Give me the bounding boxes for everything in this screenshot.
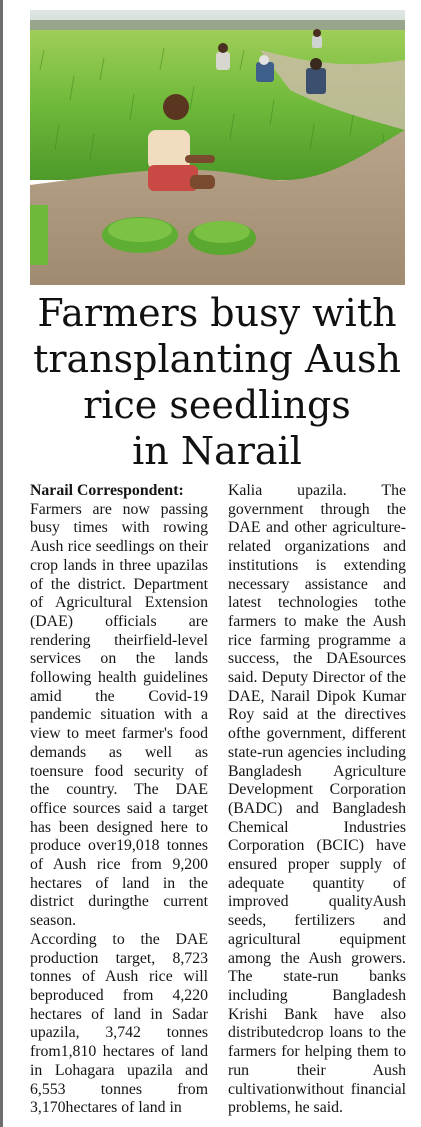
headline-line-1: Farmers busy with <box>37 291 397 335</box>
column-rule <box>0 0 3 1127</box>
article-column-2 <box>228 482 406 1118</box>
headline-line-2: transplanting Aush <box>33 337 401 381</box>
headline <box>24 290 410 474</box>
paragraph-2: According to the DAE production target, 8,723 tonnes of Aush rice will beproduced from 4,220 hectares of land in Sadar upazila, 3,742 tonnes from1,810 hectares of land in Lohagara upazila and 6,553 tonnes from 3,170hectares of land in <box>30 930 208 1117</box>
paragraph-3: Kalia upazila. The government through the DAE and other agriculture-related organizations and institutions is extending necessary assistance and latest technologies tothe farmers to make the Aush rice farming programme a success, the DAEsources said. Deputy Director of the DAE, Narail Dipok Kumar Roy said at the directives ofthe government, different state-run agencies including Bangladesh Agriculture Development Corporation (BADC) and Bangladesh Chemical Industries Corporation (BCIC) have ensured proper supply of adequate quantity of improved qualityAush seeds, fertilizers and agricultural equipment among the Aush growers. The state-run banks including Bangladesh Krishi Bank have also distributedcrop loans to the farmers for helping them to run their Aush cultivationwithout financial problems, he said. <box>228 482 406 1117</box>
headline-line-4: in Narail <box>132 429 302 473</box>
article-column-1 <box>30 482 208 1118</box>
headline-line-3: rice seedlings <box>83 383 351 427</box>
paragraph-1: Farmers are now passing busy times with rowing Aush rice seedlings on their crop lands in three upazilas of the district. Department of Agricultural Extension (DAE) officials are rendering theirfield-level services on the lands following health guidelines amid the Covid-19 pandemic situation with a view to meet farmer's food demands as well as toensure food security of the country. The DAE office sources said a target has been designed here to produce over19,018 tonnes of Aush rice from 9,200 hectares of land in the district duringthe current season. <box>30 500 208 930</box>
byline: Narail Correspondent: <box>30 482 184 499</box>
rice-field-photo <box>30 10 405 285</box>
